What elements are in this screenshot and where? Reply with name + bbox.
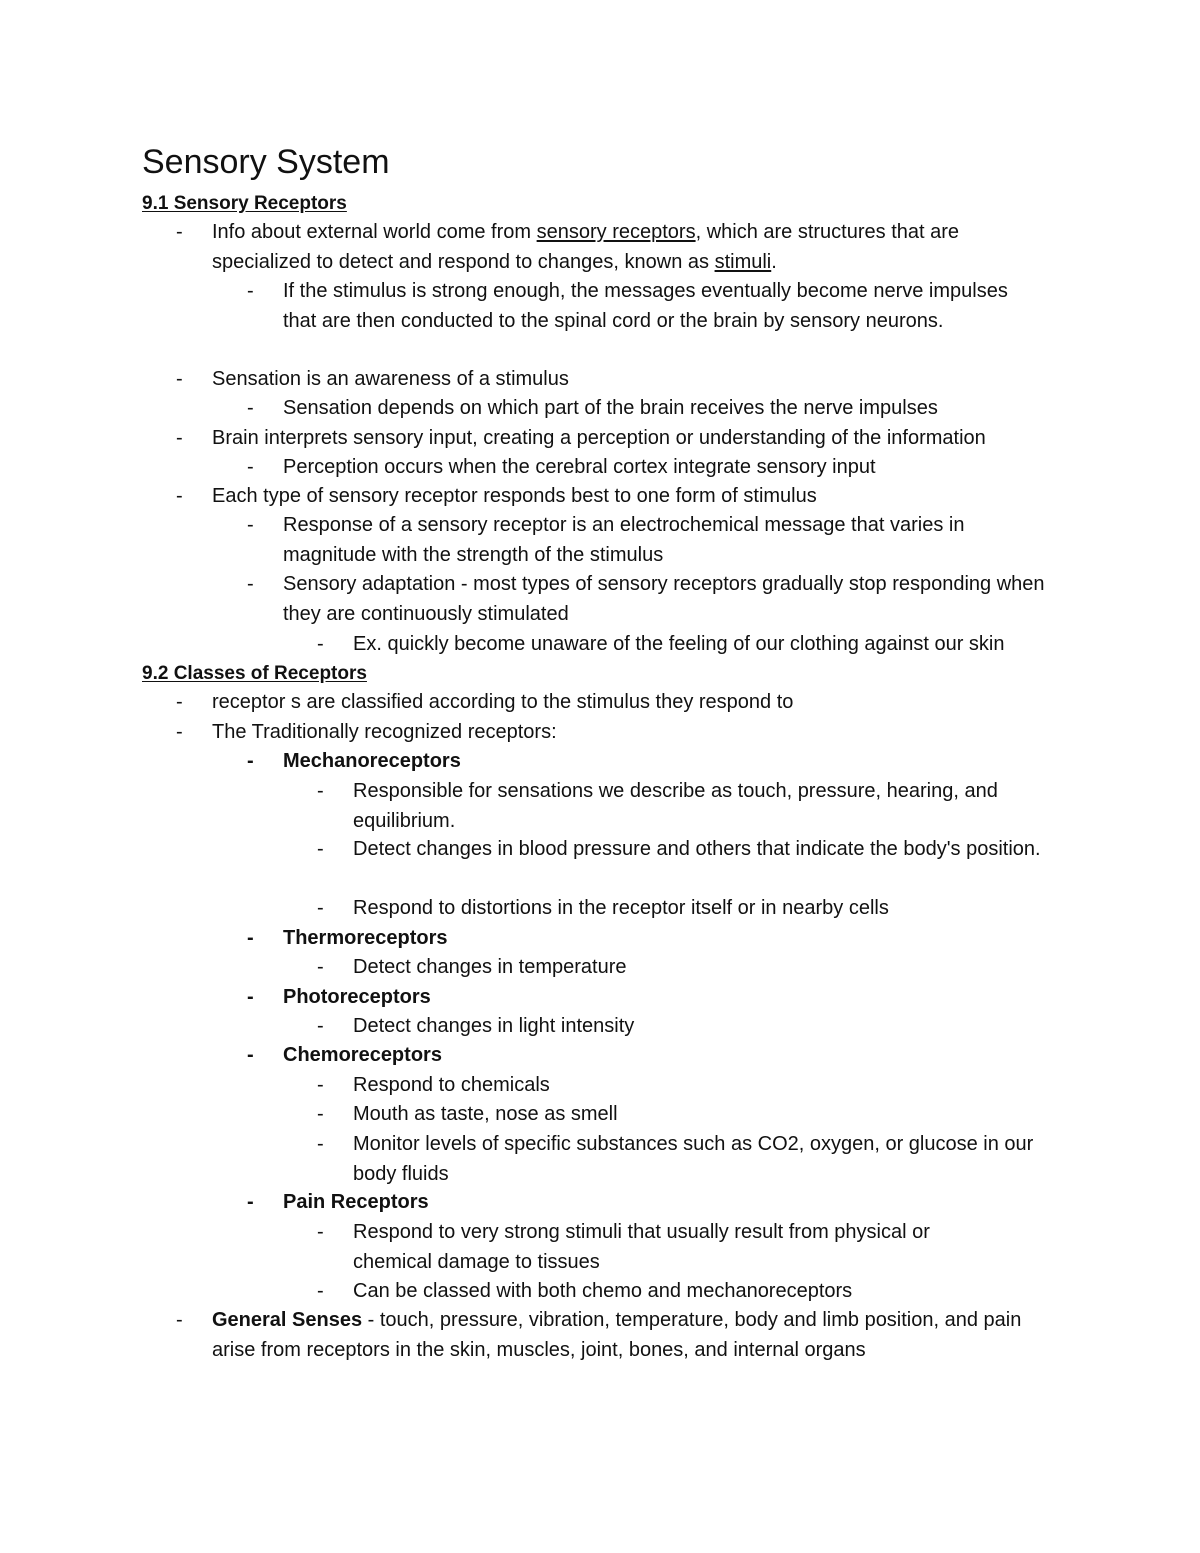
bullet-dash: - [247,1191,254,1213]
list-item-text: Detect changes in light intensity [353,1015,635,1037]
list-item [247,394,1123,424]
list-item [317,1100,1153,1130]
list-item-text: Respond to very strong stimuli that usually result from physical or chemical damage to tissues [353,1221,930,1273]
list-item-text: If the stimulus is strong enough, the messages eventually become nerve impulses that are then conducted to the spinal cord or the brain by sensory neurons. [283,280,1008,332]
bullet-dash: - [247,750,254,772]
list-item [247,747,1063,777]
list-item [176,1306,1062,1365]
bullet-dash: - [247,573,254,595]
bullet-dash: - [247,1044,254,1066]
receptor-class-label: Photoreceptors [283,986,431,1008]
list-item-text: Detect changes in temperature [353,956,627,978]
receptor-class-label: Thermoreceptors [283,927,448,949]
list-item [317,953,1153,983]
list-item [317,1218,1003,1277]
bullet-dash: - [247,456,254,478]
bullet-dash: - [317,1074,324,1096]
list-item [176,424,1112,454]
list-item-text: Ex. quickly become unaware of the feeling of our clothing against our skin [353,633,1005,655]
bullet-dash: - [317,1133,324,1155]
bullet-dash: - [176,691,183,713]
list-item [317,1130,1058,1189]
bullet-dash: - [176,368,183,390]
bullet-dash: - [247,280,254,302]
list-item-text: Can be classed with both chemo and mechanoreceptors [353,1280,853,1302]
list-item [247,983,1063,1013]
list-item-text: Sensation is an awareness of a stimulus [212,368,569,390]
list-item-text: Sensory adaptation - most types of sensory receptors gradually stop responding when they are continuously stimulated [283,573,1045,625]
text-run: - touch, pressure, vibration, temperature, body and limb position, and pain arise from receptors in the skin, muscles, joint, bones, and internal organs [212,1309,1022,1361]
list-item-text: Brain interprets sensory input, creating a perception or understanding of the information [212,427,986,449]
text-run: , which are structures that are specialized to detect and respond to changes, known as [212,221,960,273]
list-item [317,1277,1153,1307]
receptor-class-label: Pain Receptors [283,1191,429,1213]
list-item [247,924,1063,954]
bullet-dash: - [317,1221,324,1243]
list-item-text: Sensation depends on which part of the brain receives the nerve impulses [283,397,938,419]
list-item-text: receptor s are classified according to the stimulus they respond to [212,691,794,713]
bullet-dash: - [176,221,183,243]
list-item [317,777,1063,836]
list-item-text: Mouth as taste, nose as smell [353,1103,618,1125]
list-item [176,688,1112,718]
list-item [317,894,1153,924]
list-item-text: Response of a sensory receptor is an electrochemical message that varies in magnitude with the strength of the stimulus [283,514,965,566]
receptor-class-label: Mechanoreceptors [283,750,461,772]
list-item [176,365,1112,395]
list-item [176,218,1042,277]
list-item-text: Responsible for sensations we describe as touch, pressure, hearing, and equilibrium. [353,780,998,832]
list-item [317,1071,1153,1101]
list-item-text [212,1306,1062,1365]
list-item [247,570,1063,629]
list-item-text: Detect changes in blood pressure and others that indicate the body's position. [353,838,1041,860]
list-item [247,277,1023,336]
bullet-dash: - [317,1015,324,1037]
bullet-dash: - [317,838,324,860]
bullet-dash: - [317,956,324,978]
bullet-dash: - [176,485,183,507]
list-item-text: Monitor levels of specific substances such as CO2, oxygen, or glucose in our body fluids [353,1133,1034,1185]
list-item [247,511,1063,570]
page-title: Sensory System [142,143,390,181]
underlined-term: sensory receptors [536,221,696,243]
bullet-dash: - [176,1309,183,1331]
list-item [176,718,1112,748]
bullet-dash: - [317,897,324,919]
receptor-class-label: Chemoreceptors [283,1044,442,1066]
list-item [176,482,1112,512]
list-item-text: Each type of sensory receptor responds best to one form of stimulus [212,485,817,507]
list-item [247,1188,1063,1218]
list-item [247,1041,1063,1071]
list-item-text [212,218,1042,277]
bullet-dash: - [317,1280,324,1302]
bullet-dash: - [247,514,254,536]
section-heading-sensory-receptors: 9.1 Sensory Receptors [142,193,347,214]
bullet-dash: - [247,927,254,949]
bullet-dash: - [176,721,183,743]
list-item-text: Perception occurs when the cerebral cortex integrate sensory input [283,456,876,478]
bullet-dash: - [317,1103,324,1125]
bullet-dash: - [317,633,324,655]
list-item [247,453,1123,483]
list-item [317,630,1153,660]
bullet-dash: - [247,397,254,419]
list-item [317,835,1043,865]
bullet-dash: - [176,427,183,449]
section-heading-classes-of-receptors: 9.2 Classes of Receptors [142,663,367,684]
underlined-term: stimuli [714,250,772,273]
list-item [317,1012,1153,1042]
bullet-dash: - [247,986,254,1008]
text-run: . [771,250,777,273]
list-item-text: The Traditionally recognized receptors: [212,721,557,743]
text-run: Info about external world come from [212,221,537,243]
list-item-text: Respond to distortions in the receptor itself or in nearby cells [353,897,889,919]
general-senses-label: General Senses [212,1309,363,1331]
bullet-dash: - [317,780,324,802]
list-item-text: Respond to chemicals [353,1074,550,1096]
